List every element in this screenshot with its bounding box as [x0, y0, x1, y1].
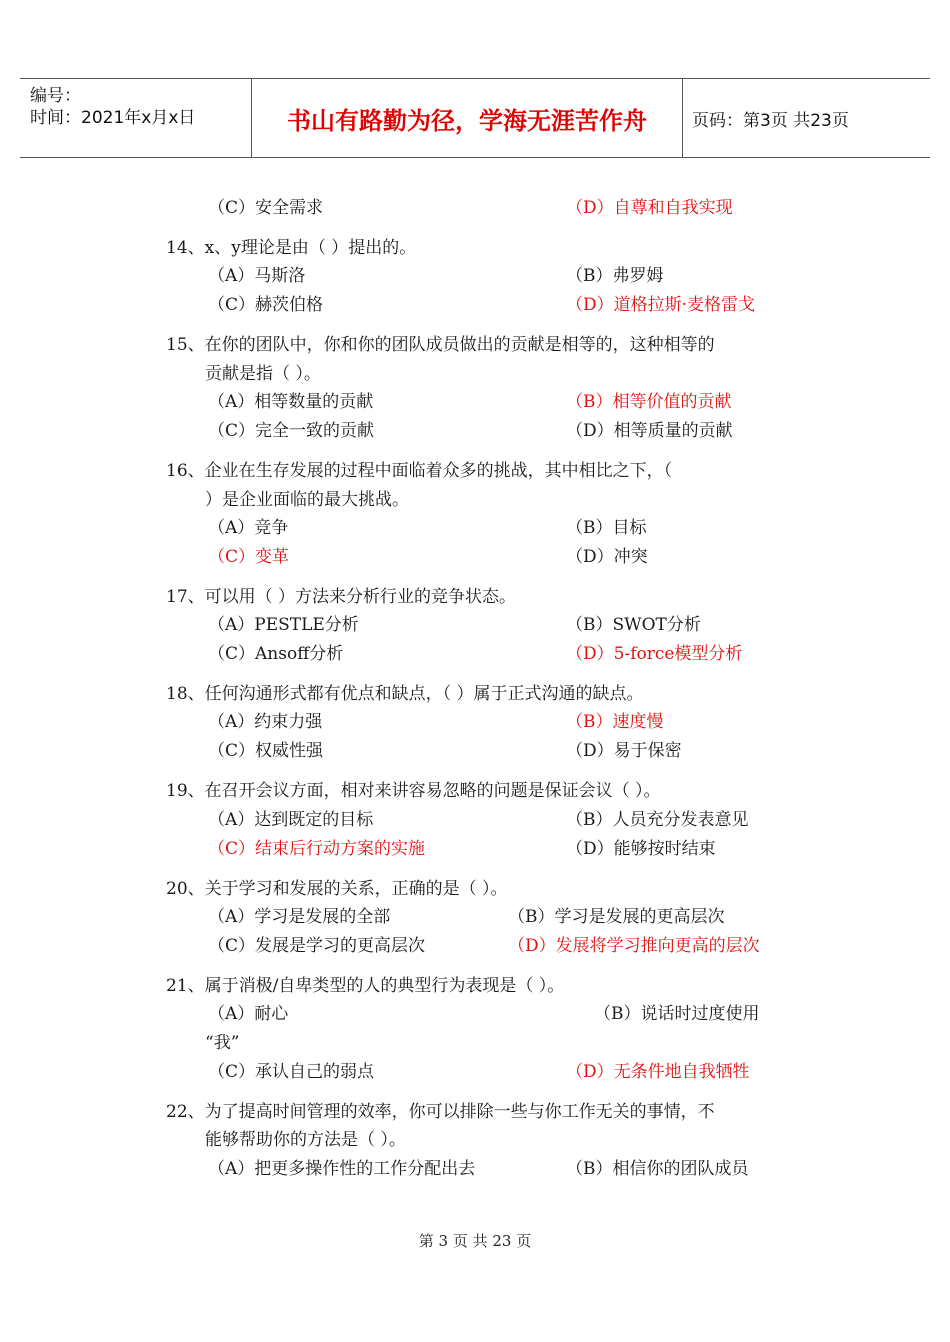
- question-stem: 20、关于学习和发展的关系，正确的是（ ）。: [166, 879, 508, 899]
- header-motto: 书山有路勤为径，学海无涯苦作舟: [287, 106, 647, 135]
- option-a: （A）PESTLE分析: [208, 615, 359, 635]
- option-a: （A）把更多操作性的工作分配出去: [208, 1159, 476, 1179]
- time-label: 时间：2021年x月x日: [30, 108, 196, 128]
- option-b: （B）学习是发展的更高层次: [508, 907, 725, 927]
- option-d-answer: （D）无条件地自我牺牲: [566, 1062, 750, 1082]
- question-stem: 22、为了提高时间管理的效率，你可以排除一些与你工作无关的事情，不: [166, 1102, 715, 1122]
- question-stem: 18、任何沟通形式都有优点和缺点，（ ）属于正式沟通的缺点。: [166, 684, 644, 704]
- option-a: （A）约束力强: [208, 712, 323, 732]
- question-stem-cont: 贡献是指（ ）。: [205, 364, 321, 384]
- question-stem-cont: ）是企业面临的最大挑战。: [205, 490, 409, 510]
- option-b: （B）人员充分发表意见: [566, 810, 749, 830]
- option-c: （C）发展是学习的更高层次: [208, 936, 426, 956]
- option-d: （D）冲突: [566, 547, 648, 567]
- option-a: （A）相等数量的贡献: [208, 392, 374, 412]
- option-c: （C）赫茨伯格: [208, 295, 324, 315]
- option-d: （D）相等质量的贡献: [566, 421, 733, 441]
- option-d: （D）易于保密: [566, 741, 682, 761]
- option-d: （D）能够按时结束: [566, 839, 716, 859]
- question-stem: 14、x、y理论是由（ ）提出的。: [166, 238, 417, 258]
- option-b: （B）说话时过度使用: [594, 1004, 760, 1024]
- option-d-answer: （D）发展将学习推向更高的层次: [508, 936, 760, 956]
- page-footer: 第 3 页 共 23 页: [418, 1232, 532, 1250]
- option-b: （B）弗罗姆: [566, 266, 664, 286]
- option-a: （A）耐心: [208, 1004, 289, 1024]
- question-stem: 19、在召开会议方面，相对来讲容易忽略的问题是保证会议（ ）。: [166, 781, 661, 801]
- question-stem: 15、在你的团队中，你和你的团队成员做出的贡献是相等的，这种相等的: [166, 335, 715, 355]
- option-c: （C）权威性强: [208, 741, 324, 761]
- option-a: （A）竞争: [208, 518, 289, 538]
- option-d-answer: （D）自尊和自我实现: [566, 198, 733, 218]
- option-a: （A）马斯洛: [208, 266, 306, 286]
- question-stem-cont: 能够帮助你的方法是（ ）。: [205, 1130, 406, 1150]
- option-c: （C）Ansoff分析: [208, 644, 344, 664]
- option-b-answer: （B）速度慢: [566, 712, 664, 732]
- option-b-answer: （B）相等价值的贡献: [566, 392, 732, 412]
- question-stem: 21、属于消极/自卑类型的人的典型行为表现是（ ）。: [166, 976, 565, 996]
- option-a: （A）达到既定的目标: [208, 810, 374, 830]
- option-b-cont: “我”: [205, 1033, 240, 1053]
- option-c: （C）安全需求: [208, 198, 324, 218]
- option-c-answer: （C）结束后行动方案的实施: [208, 839, 426, 859]
- header-page-code: 页码：第3页 共23页: [692, 110, 849, 131]
- option-a: （A）学习是发展的全部: [208, 907, 391, 927]
- option-b: （B）SWOT分析: [566, 615, 701, 635]
- number-label: 编号：: [30, 86, 81, 106]
- question-stem: 17、可以用（ ）方法来分析行业的竞争状态。: [166, 587, 517, 607]
- option-c: （C）完全一致的贡献: [208, 421, 375, 441]
- option-d-answer: （D）道格拉斯·麦格雷戈: [566, 295, 756, 315]
- option-b: （B）目标: [566, 518, 647, 538]
- option-d-answer: （D）5-force模型分析: [566, 644, 743, 664]
- option-b: （B）相信你的团队成员: [566, 1159, 749, 1179]
- question-stem: 16、企业在生存发展的过程中面临着众多的挑战，其中相比之下，（: [166, 461, 673, 481]
- option-c: （C）承认自己的弱点: [208, 1062, 375, 1082]
- option-c-answer: （C）变革: [208, 547, 290, 567]
